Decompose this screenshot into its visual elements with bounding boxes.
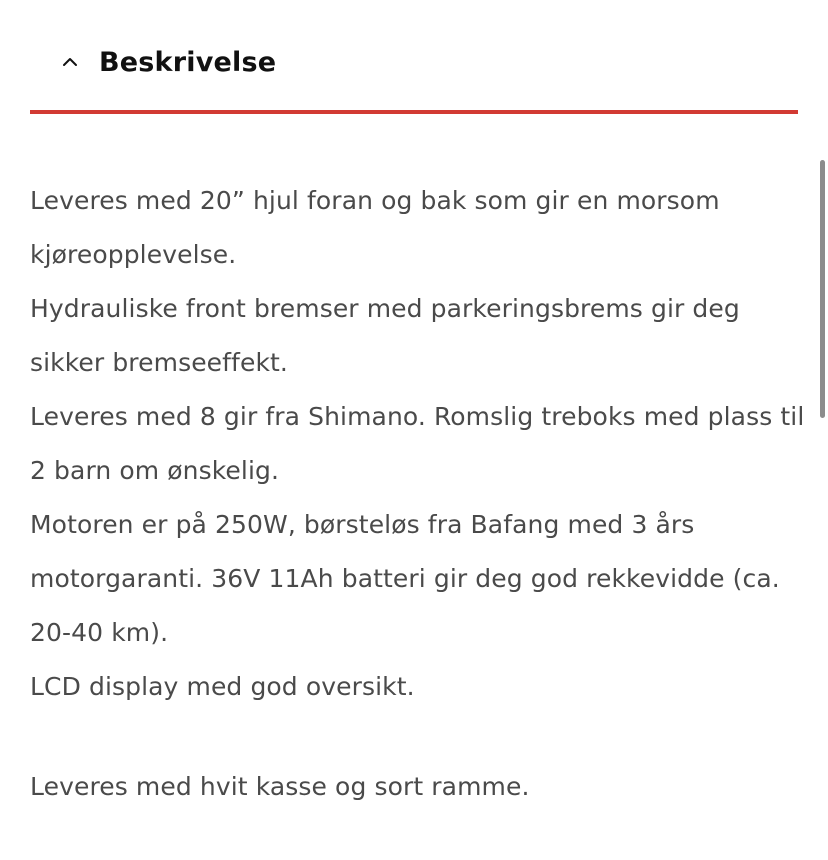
description-paragraph: Hydrauliske front bremser med parkeringsbrems gir deg sikker bremseeffekt. [30, 294, 740, 377]
description-paragraph: Motoren er på 250W, børsteløs fra Bafang med 3 års motorgaranti. 36V 11Ah batteri gir deg god rekkevidde (ca. 20-40 km). [30, 510, 780, 647]
description-closing: Leveres med hvit kasse og sort ramme. [30, 772, 530, 801]
description-paragraph: LCD display med god oversikt. [30, 672, 415, 701]
accordion-title: Beskrivelse [99, 46, 277, 78]
description-paragraph: Leveres med 8 gir fra Shimano. Romslig treboks med plass til 2 barn om ønskelig. [30, 402, 805, 485]
description-paragraph: Leveres med 20” hjul foran og bak som gir en morsom kjøreopplevelse. [30, 186, 720, 269]
description-content [30, 174, 805, 814]
accent-divider [30, 110, 798, 114]
description-accordion-toggle[interactable] [60, 38, 276, 86]
paragraph-spacer [30, 714, 805, 760]
chevron-up-icon [60, 52, 80, 72]
scrollbar-thumb[interactable] [820, 160, 825, 418]
